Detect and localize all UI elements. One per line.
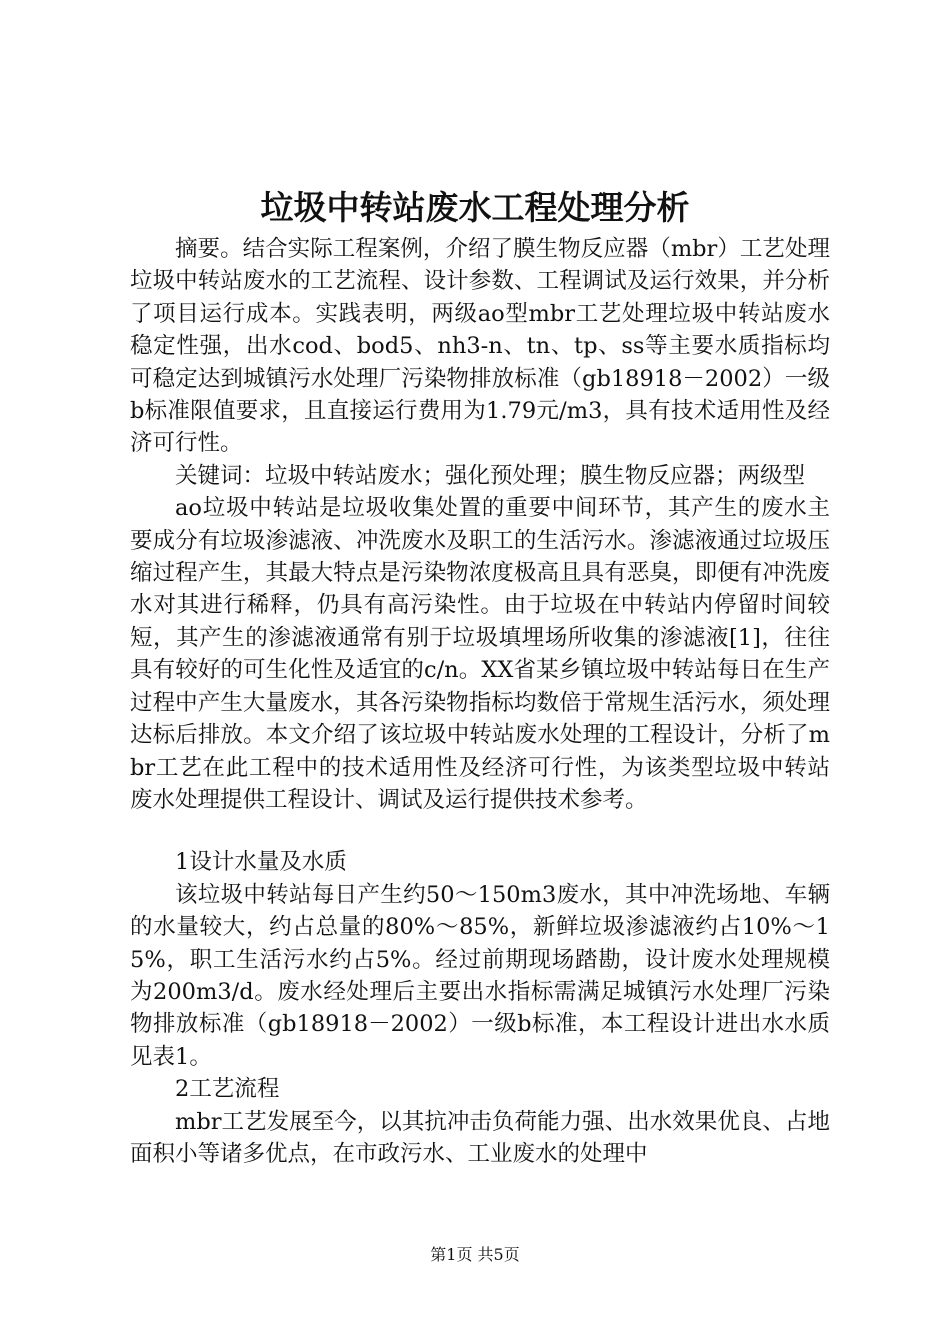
document-title: 垃圾中转站废水工程处理分析 <box>260 188 690 227</box>
paragraph-spacer <box>130 816 830 846</box>
intro-paragraph: ao垃圾中转站是垃圾收集处置的重要中间环节，其产生的废水主要成分有垃圾渗滤液、冲洗废水及职工的生活污水。渗滤液通过垃圾压缩过程产生，其最大特点是污染物浓度极高且具有恶臭，即便有冲洗废水对其进行稀释，仍具有高污染性。由于垃圾在中转站内停留时间较短，其产生的渗滤液通常有别于垃圾填埋场所收集的渗滤液[1]，往往具有较好的可生化性及适宜的c/n。XX省某乡镇垃圾中转站每日在生产过程中产生大量废水，其各污染物指标均数倍于常规生活污水，须处理达标后排放。本文介绍了该垃圾中转站废水处理的工程设计，分析了mbr工艺在此工程中的技术适用性及经济可行性，为该类型垃圾中转站废水处理提供工程设计、调试及运行提供技术参考。 <box>130 495 830 813</box>
abstract-paragraph: 摘要。结合实际工程案例，介绍了膜生物反应器（mbr）工艺处理垃圾中转站废水的工艺流程、设计参数、工程调试及运行效果，并分析了项目运行成本。实践表明，两级ao型mbr工艺处理垃圾中转站废水稳定性强，出水cod、bod5、nh3-n、tn、tp、ss等主要水质指标均可稳定达到城镇污水处理厂污染物排放标准（gb18918－2002）一级b标准限值要求，且直接运行费用为1.79元/m3，具有技术适用性及经济可行性。 <box>130 236 830 457</box>
section-2-paragraph: mbr工艺发展至今，以其抗冲击负荷能力强、出水效果优良、占地面积小等诸多优点，在市政污水、工业废水的处理中 <box>130 1108 830 1167</box>
keywords-paragraph: 关键词：垃圾中转站废水；强化预处理；膜生物反应器；两级型 <box>175 462 806 489</box>
section-1-paragraph: 该垃圾中转站每日产生约50～150m3废水，其中冲洗场地、车辆的水量较大，约占总量的80%～85%，新鲜垃圾渗滤液约占10%～15%，职工生活污水约占5%。经过前期现场踏勘，设计废水处理规模为200m3/d。废水经处理后主要出水指标需满足城镇污水处理厂污染物排放标准（gb18918－2002）一级b标准，本工程设计进出水水质见表1。 <box>130 881 830 1070</box>
document-body <box>130 233 830 1170</box>
page-number-footer: 第1页 共5页 <box>430 1245 520 1264</box>
section-2-heading: 2工艺流程 <box>175 1076 280 1103</box>
section-1-heading: 1设计水量及水质 <box>175 849 347 876</box>
